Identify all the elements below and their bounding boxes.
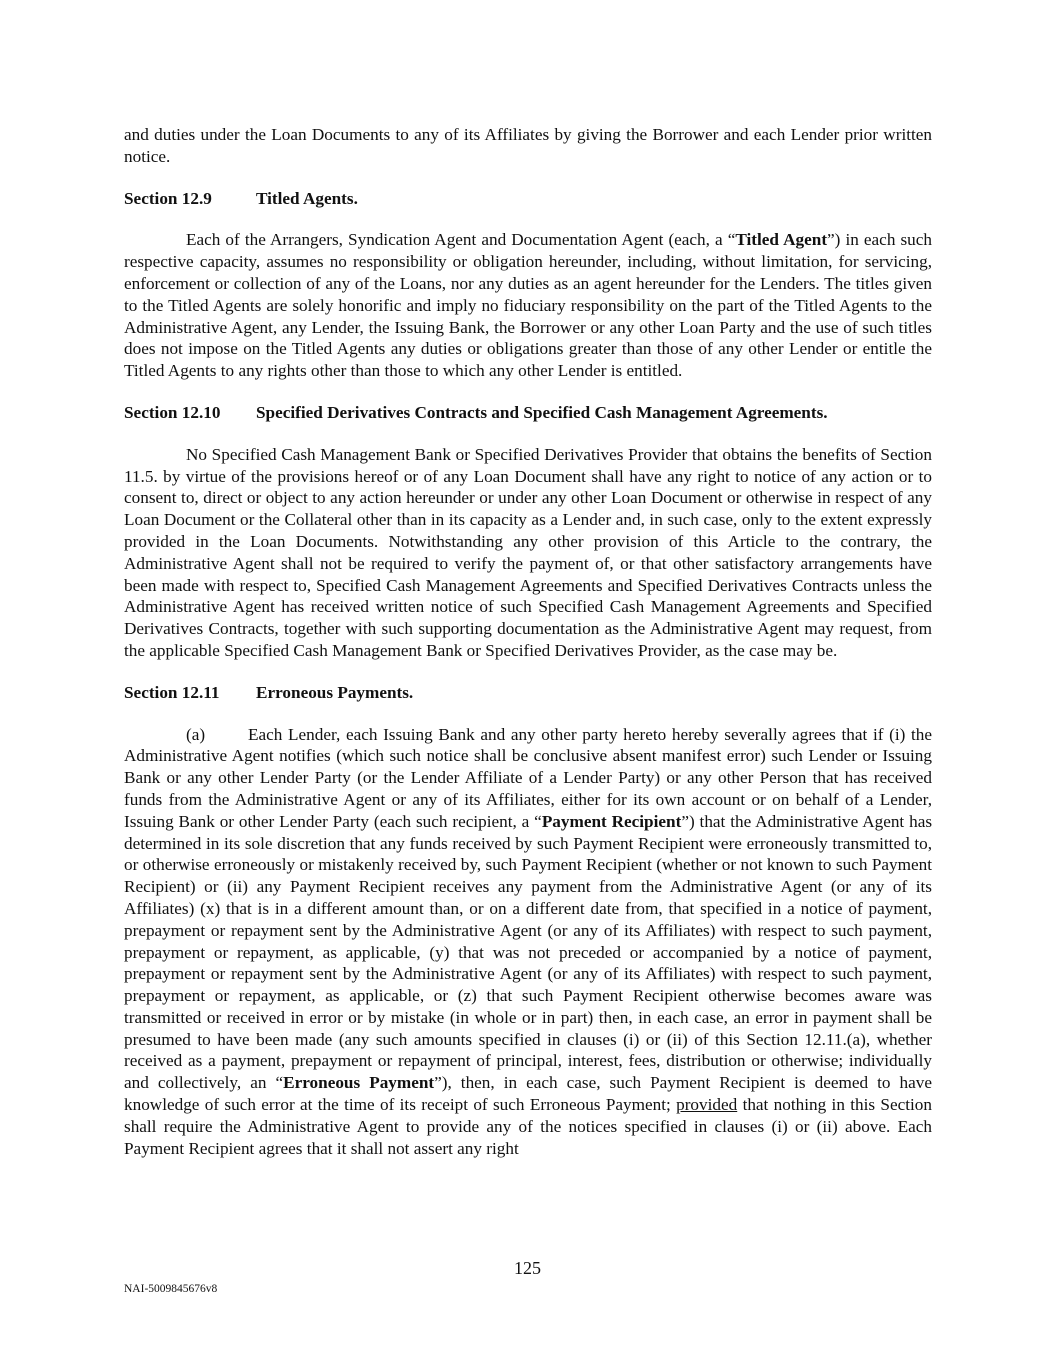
defined-term: Payment Recipient <box>541 811 682 831</box>
underlined-term: provided <box>676 1095 738 1115</box>
section-number: Section 12.10 <box>124 402 221 422</box>
section-12-10-paragraph: No Specified Cash Management Bank or Specified Derivatives Provider that obtains the benefits of Section 11.5. by virtue of the provisions hereof or of any Loan Document shall have any right to notice of any action or to consent to, direct or object to any action hereunder or under any other Loan Document or otherwise in respect of any Loan Document or the Collateral other than in its capacity as a Lender and, in such case, only to the extent expressly provided in the Loan Documents. Notwithstanding any other provision of this Article to the contrary, the Administrative Agent shall not be required to verify the payment of, or that other satisfactory arrangements have been made with respect to, Specified Cash Management Agreements and Specified Derivatives Contracts unless the Administrative Agent has received written notice of such Specified Cash Management Agreements and Specified Derivatives Contracts, together with such supporting documentation as the Administrative Agent may request, from the applicable Specified Cash Management Bank or Specified Derivatives Provider, as the case may be. <box>124 444 932 660</box>
section-title: Erroneous Payments. <box>256 682 414 702</box>
section-title: Specified Derivatives Contracts and Specified Cash Management Agreements. <box>256 402 828 422</box>
clause-label: (a) <box>186 724 206 744</box>
defined-term: Erroneous Payment <box>283 1073 435 1093</box>
section-number: Section 12.9 <box>124 188 212 208</box>
section-title: Titled Agents. <box>256 188 358 208</box>
document-id: NAI-5009845676v8 <box>124 1283 218 1295</box>
section-12-10-heading <box>124 402 932 424</box>
section-number: Section 12.11 <box>124 682 220 702</box>
section-12-11-a-paragraph: (a) Each Lender, each Issuing Bank and any other party hereto hereby severally agrees that if (i) the Administrative Agent notifies (which such notice shall be conclusive absent manifest error) such Lender or Issuing Bank or any other Lender Party (or the Lender Affiliate of a Lender Party) or any other Person that has received funds from the Administrative Agent or any of its Affiliates, either for its own account or on behalf of a Lender, Issuing Bank or other Lender Party (each such recipient, a “Payment Recipient”) that the Administrative Agent has determined in its sole discretion that any funds received by such Payment Recipient were erroneously transmitted to, or otherwise erroneously or mistakenly received by, such Payment Recipient (whether or not known to such Payment Recipient) or (ii) any Payment Recipient receives any payment from the Administrative Agent (or any of its Affiliates) (x) that is in a different amount than, or on a different date from, that specified in a notice of payment, prepayment or repayment sent by the Administrative Agent (or any of its Affiliates) with respect to such payment, prepayment or repayment, as applicable, (y) that was not preceded or accompanied by a notice of payment, prepayment or repayment sent by the Administrative Agent (or any of its Affiliates) with respect to such payment, prepayment or repayment, as applicable, or (z) that such Payment Recipient otherwise becomes aware was transmitted or received in error or by mistake (in whole or in part) then, in each case, an error in payment shall be presumed to have been made (any such amounts specified in clauses (i) or (ii) of this Section 12.11.(a), whether received as a payment, prepayment or repayment of principal, interest, fees, distribution or otherwise; individually and collectively, an “Erroneous Payment”), then, in each case, such Payment Recipient is deemed to have knowledge of such error at the time of its receipt of such Erroneous Payment; provided that nothing in this Section shall require the Administrative Agent to provide any of the notices specified in clauses (i) or (ii) above. Each Payment Recipient agrees that it shall not assert any right <box>124 724 933 1158</box>
document-page <box>124 124 932 1159</box>
section-12-11-heading <box>124 682 932 704</box>
defined-term: Titled Agent <box>735 230 828 250</box>
carryover-paragraph: and duties under the Loan Documents to any of its Affiliates by giving the Borrower and each Lender prior written notice. <box>124 125 932 166</box>
section-12-9-paragraph: Each of the Arrangers, Syndication Agent and Documentation Agent (each, a “Titled Agent”) in each such respective capacity, assumes no responsibility or obligation hereunder, including, without limitation, for servicing, enforcement or collection of any of the Loans, nor any duties as an agent hereunder for the Lenders. The titles given to the Titled Agents are solely honorific and imply no fiduciary responsibility on the part of the Titled Agents to the Administrative Agent, any Lender, the Issuing Bank, the Borrower or any other Loan Party and the use of such titles does not impose on the Titled Agents any duties or obligations greater than those of any other Lender or entitle the Titled Agents to any rights other than those to which any other Lender is entitled. <box>124 230 932 381</box>
section-12-9-heading <box>124 188 932 210</box>
page-number: 125 <box>514 1258 541 1278</box>
